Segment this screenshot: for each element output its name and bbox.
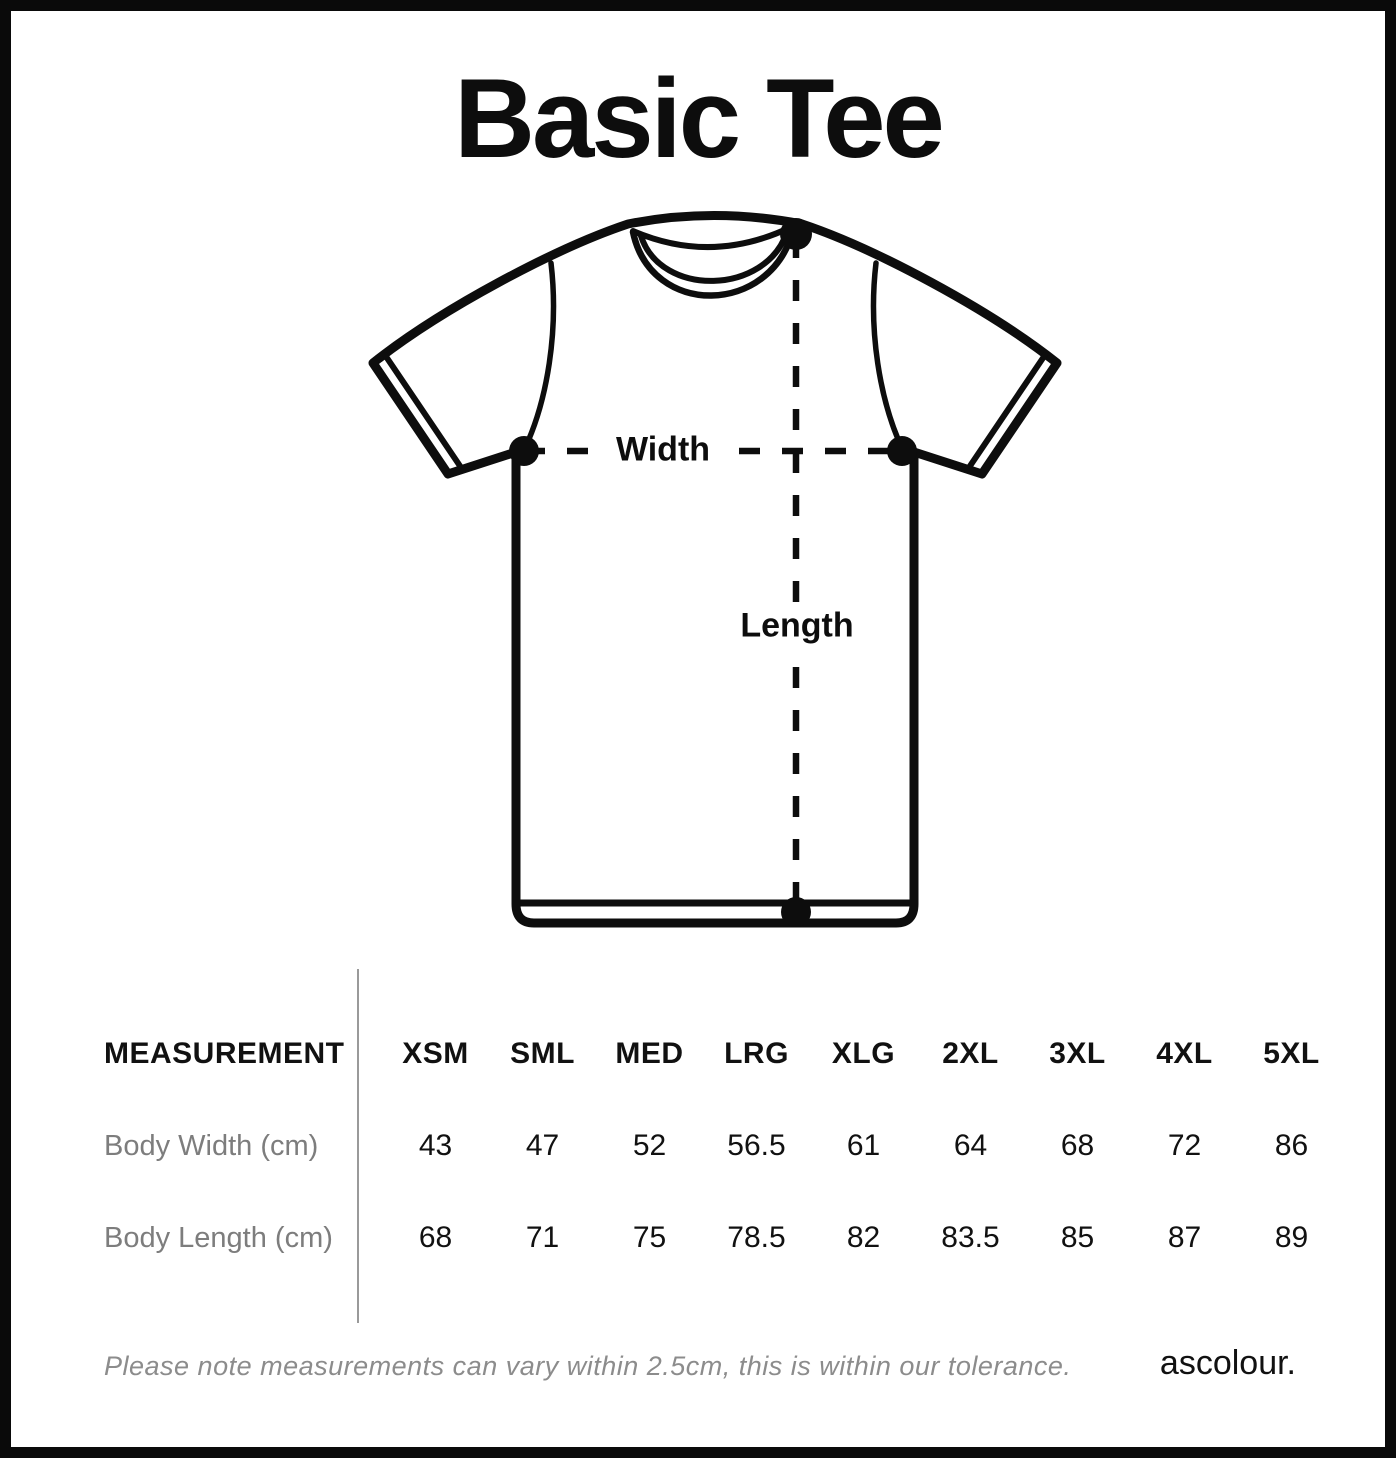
length-label: Length: [724, 605, 869, 648]
size-value: 71: [525, 1221, 560, 1254]
size-value: 56.5: [727, 1129, 786, 1162]
shoulder-point-dot: [780, 218, 812, 250]
brand-logo: ascolour.: [1159, 1344, 1296, 1382]
size-header-2xl: 2XL: [942, 1037, 999, 1070]
size-value: 43: [418, 1129, 453, 1162]
size-value: 75: [632, 1221, 667, 1254]
size-value: 82: [846, 1221, 881, 1254]
page-title: Basic Tee: [454, 56, 942, 181]
measurement-column-header: MEASUREMENT: [104, 1037, 345, 1070]
size-header-med: MED: [615, 1037, 684, 1070]
size-value: 68: [418, 1221, 453, 1254]
size-value: 83.5: [941, 1221, 1000, 1254]
size-value: 64: [953, 1129, 988, 1162]
hem-point-dot: [781, 897, 811, 927]
size-value: 86: [1274, 1129, 1309, 1162]
size-header-5xl: 5XL: [1263, 1037, 1320, 1070]
row-label: Body Length (cm): [104, 1221, 333, 1254]
size-value: 78.5: [727, 1221, 786, 1254]
size-value: 52: [632, 1129, 667, 1162]
size-header-sml: SML: [510, 1037, 575, 1070]
size-value: 61: [846, 1129, 881, 1162]
size-value: 47: [525, 1129, 560, 1162]
tshirt-outline: [373, 216, 1057, 924]
size-header-4xl: 4XL: [1156, 1037, 1213, 1070]
size-header-xlg: XLG: [831, 1037, 896, 1070]
size-value: 85: [1060, 1221, 1095, 1254]
size-header-3xl: 3XL: [1049, 1037, 1106, 1070]
size-header-lrg: LRG: [724, 1037, 789, 1070]
armpit-right-dot: [887, 436, 917, 466]
armpit-left-dot: [509, 436, 539, 466]
tolerance-note: Please note measurements can vary within 2.5cm, this is within our tolerance.: [104, 1351, 1072, 1381]
width-label: Width: [600, 429, 726, 472]
row-label: Body Width (cm): [104, 1129, 319, 1162]
size-value: 68: [1060, 1129, 1095, 1162]
size-header-xsm: XSM: [402, 1037, 469, 1070]
size-value: 89: [1274, 1221, 1309, 1254]
size-value: 87: [1167, 1221, 1202, 1254]
size-value: 72: [1167, 1129, 1202, 1162]
size-table: [104, 1008, 1345, 1284]
